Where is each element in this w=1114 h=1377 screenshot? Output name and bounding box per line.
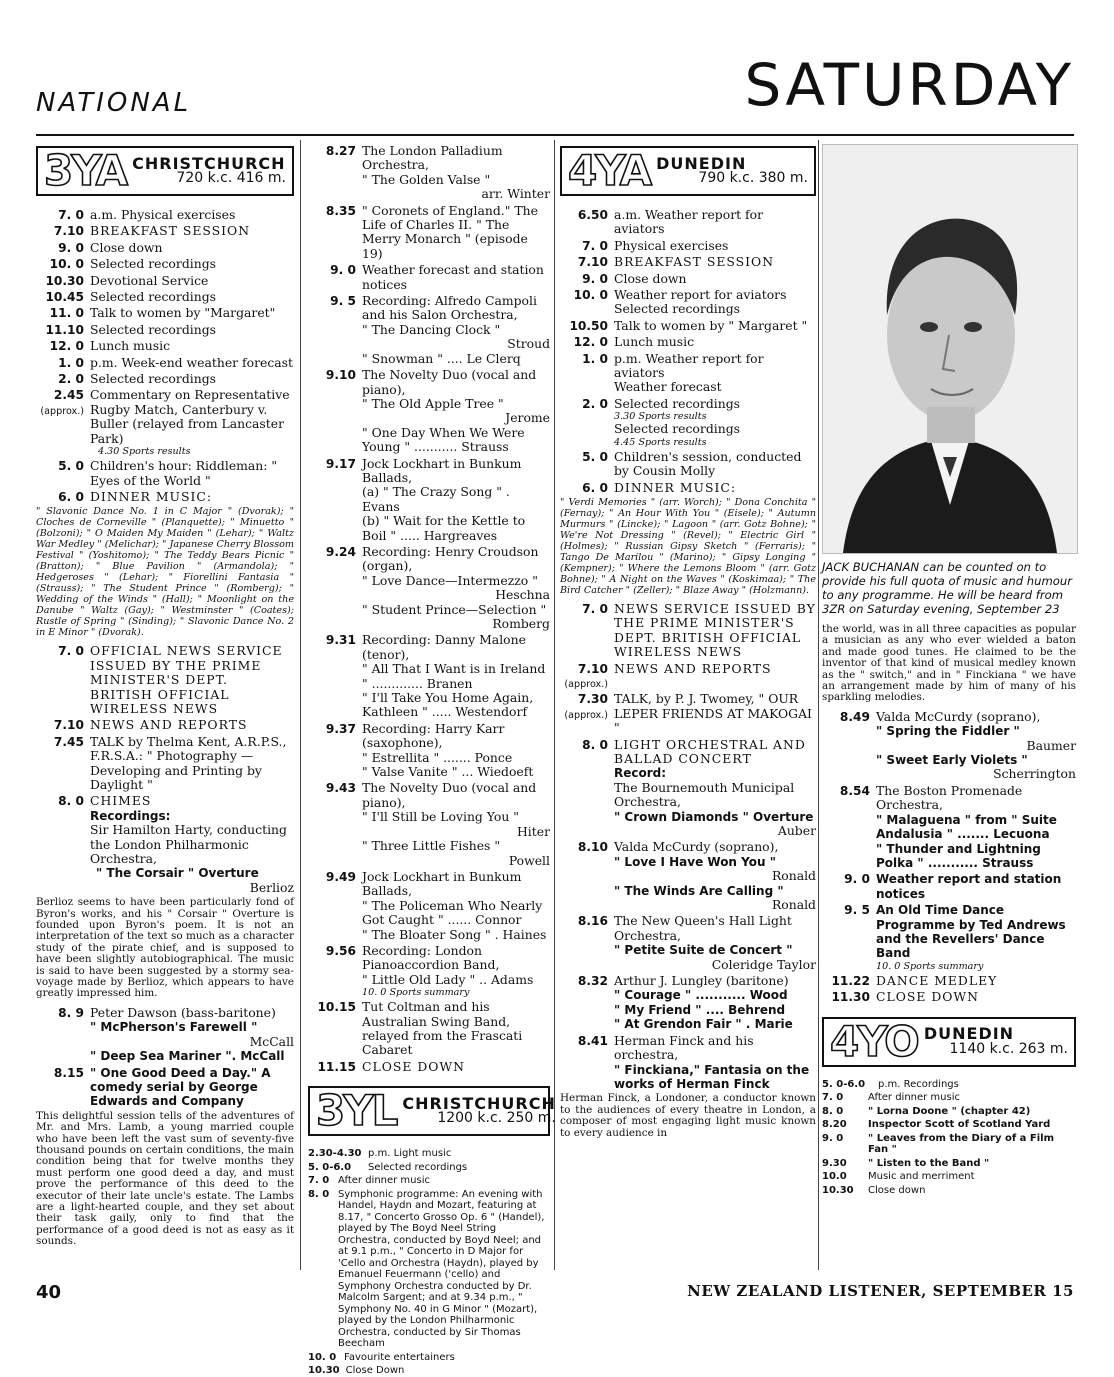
programme-item: 11.15 CLOSE DOWN xyxy=(317,1058,466,1074)
programme-item: 12. 0 Lunch music xyxy=(573,334,695,350)
programme-item: 1. 0 p.m. Weather report for aviators Weather forecast xyxy=(582,350,764,395)
programme-item: 8.35 " Coronets of England." The Life of Charles II. " The Merry Monarch " (episode 19) xyxy=(325,202,538,261)
programme-item: 10.45 Selected recordings xyxy=(45,289,216,305)
finck-note-continued: the world, was in all three capacities as popular a musician as any who ever wielded a baton and made good tunes. He claimed to be the inventor of that kind of musical medley known as the " switch," and in " Finckiana " we have an arrangement made by him of many of his sparkling melodies. xyxy=(822,623,1076,704)
programme-item: 11.10 Selected recordings xyxy=(45,321,216,337)
column-3ya xyxy=(36,144,294,1264)
programme-item: 8.32 Arthur J. Lungley (baritone) " Courage " ........... Wood " My Friend " .... Behrend " At Grendon Fair " . Marie xyxy=(577,973,793,1032)
photo-caption: JACK BUCHANAN can be counted on to provide his full quota of music and humour to any programme. He will be heard from 3ZR on Saturday evening, September 23 xyxy=(822,560,1072,616)
finck-note: Herman Finck, a Londoner, a conductor known to the audiences of every theatre in London, a composer of most engaging light music known to every audience in xyxy=(560,1092,816,1139)
programme-item: 5. 0 Children's hour: Riddleman: " Eyes of the World " xyxy=(58,458,278,488)
programme-item: 2.45 (approx.) Commentary on Representative Rugby Match, Canterbury v. Buller (relayed from Lancaster Park) 4.30 Sports results xyxy=(40,387,290,458)
programme-item: 5. 0-6.0 Selected recordings xyxy=(308,1161,468,1173)
page-number: 40 xyxy=(36,1282,62,1303)
programme-item: 7.45 TALK by Thelma Kent, A.R.P.S., F.R.S.A.: " Photography — Developing and Printing by Daylight " xyxy=(53,733,287,792)
programme-item: 8.16 The New Queen's Hall Light Orchestra, " Petite Suite de Concert " Coleridge Taylor xyxy=(577,913,816,972)
station-call: 4YO xyxy=(830,1016,918,1066)
day-heading: SATURDAY xyxy=(744,51,1074,119)
station-call: 3YA xyxy=(44,146,127,195)
programme-item: 8. 0 " Lorna Doone " (chapter 42) xyxy=(822,1105,1031,1117)
station-freq: 790 k.c. 380 m. xyxy=(698,170,808,186)
programme-item: 7. 0 After dinner music xyxy=(308,1175,431,1187)
programme-item: 7.10 NEWS AND REPORTS xyxy=(53,717,248,733)
section-label: NATIONAL xyxy=(36,88,192,118)
programme-item: 6. 0 DINNER MUSIC: xyxy=(58,488,212,504)
column-photo-4yo xyxy=(822,144,1076,1264)
station-freq: 1200 k.c. 250 m. xyxy=(437,1110,556,1127)
programme-item: 10.15 Tut Coltman and his Australian Swing Band, relayed from the Frascati Cabaret xyxy=(317,999,523,1058)
station-city: CHRISTCHURCH xyxy=(402,1093,556,1113)
programme-item: 9. 0 " Leaves from the Diary of a Film Fan " xyxy=(822,1132,1054,1156)
programme-item: 9.24 Recording: Henry Croudson (organ), " Love Dance—Intermezzo " Heschna " Student Prince—Selection " Romberg xyxy=(325,543,550,631)
header-rule xyxy=(36,134,1074,136)
programme-item: 8.41 Herman Finck and his orchestra, " Finckiana," Fantasia on the works of Herman Finck xyxy=(577,1032,810,1091)
programme-item: 11.22 DANCE MEDLEY xyxy=(831,972,998,988)
programme-item: 1. 0 p.m. Week-end weather forecast xyxy=(58,354,293,370)
programme-item: 2. 0 Selected recordings xyxy=(58,371,216,387)
programme-item: 7. 0 NEWS SERVICE ISSUED BY THE PRIME MINISTER'S DEPT. BRITISH OFFICIAL WIRELESS NEWS xyxy=(582,600,816,660)
programme-item: 8. 0 CHIMES Recordings: Sir Hamilton Harty, conducting the London Philharmonic Orchestra, " The Corsair " Overture Berlioz xyxy=(58,793,294,895)
programme-item: 7. 0 OFFICIAL NEWS SERVICE ISSUED BY THE PRIME MINISTER'S DEPT. BRITISH OFFICIAL WIRELESS NEWS xyxy=(58,643,283,716)
station-freq: 1140 k.c. 263 m. xyxy=(949,1040,1068,1057)
station-logo-3ya xyxy=(36,146,294,196)
programme-item: 10.0 Music and merriment xyxy=(822,1171,975,1183)
programme-item: 9. 0 Close down xyxy=(58,239,163,255)
programme-item: 8.10 Valda McCurdy (soprano), " Love I Have Won You " Ronald " The Winds Are Calling " Ronald xyxy=(577,839,816,913)
column-divider xyxy=(818,140,819,1270)
programme-item: 7. 0 After dinner music xyxy=(822,1092,961,1104)
programme-item: 9.37 Recording: Harry Karr (saxophone), " Estrellita " ....... Ponce " Valse Vanite " ... Wiedoeft xyxy=(325,720,534,780)
station-freq: 720 k.c. 416 m. xyxy=(176,170,286,186)
programme-item: 7.10 BREAKFAST SESSION xyxy=(577,254,775,270)
programme-item: 10. 0 Selected recordings xyxy=(49,256,216,272)
dinner-music-list: " Slavonic Dance No. 1 in C Major " (Dvorak); " Cloches de Corneville " (Planquette); " Minuetto " (Bolzoni); " O Maiden My Maiden " (Lehar); " Waltz War Medley " (Melichar); " Japanese Cherry Blossom Festival " (Yoshitomo); " The Teddy Bears Picnic " (Bratton); " Blue Pavilion " (Armandola); " Hedgeroses " (Lehar); " Fiorellini Fantasia " (Strauss); " The Student Prince " (Romberg); " Wedding of the Winds " (Hall); " Moonlight on the Danube " Waltz (Gay); " Westminster " (Coates); Rustle of Spring " (Sinding); " Slavonic Dance No. 2 in E Minor " (Dvorak). xyxy=(36,506,294,639)
station-city: CHRISTCHURCH xyxy=(132,153,286,173)
programme-item: 8.54 The Boston Promenade Orchestra, " Malaguena " from " Suite Andalusia " ....... Lecuona " Thunder and Lightning Polka " ........... Strauss xyxy=(839,782,1057,870)
station-city: DUNEDIN xyxy=(923,1024,1015,1044)
programme-item: 12. 0 Lunch music xyxy=(49,338,171,354)
programme-item: 9.30 " Listen to the Band " xyxy=(822,1157,990,1169)
dinner-music-list: " Verdi Memories " (arr. Worch); " Dona Conchita " (Fernay); " An Hour With You " (Eisele); " Autumn Murmurs " (Lincke); " Lagoon " (arr. Gotz Bohne); " We're Not Dressing " (Revel); " Electric Girl " (Holmes); " Russian Gipsy Sketch " (Ferraris); " Tango De Marilou " (Marino); " Gipsy Longing " (Kempner); " Where the Lemons Bloom " (arr. Gotz Bohne); " A Night on the Waves " (Koskimaa); " The Bird Catcher " (Zeller); " Blaze Away " (Holzmann). xyxy=(560,496,816,596)
programme-item: 2. 0 Selected recordings 3.30 Sports results Selected recordings 4.45 Sports results xyxy=(582,395,740,448)
programme-item: 9.17 Jock Lockhart in Bunkum Ballads, (a) " The Crazy Song " . Evans (b) " Wait for the Kettle to Boil " ..... Hargreaves xyxy=(325,455,526,543)
programme-item: 6.50 a.m. Weather report for aviators xyxy=(577,207,764,237)
programme-item: 9. 5 Recording: Alfredo Campoli and his Salon Orchestra, " The Dancing Clock " Stroud " Snowman " .... Le Clerq xyxy=(330,293,550,366)
programme-item: 7. 0 Physical exercises xyxy=(582,237,729,253)
programme-item: 9.31 Recording: Danny Malone (tenor), " All That I Want is in Ireland " ............. Branen " I'll Take You Home Again, Kathleen " ..... Westendorf xyxy=(325,632,546,720)
programme-item: 9.56 Recording: London Pianoaccordion Band, " Little Old Lady " .. Adams 10. 0 Sports summary xyxy=(325,942,534,999)
station-logo-3yl xyxy=(308,1086,556,1136)
programme-item: 10. 0 Weather report for aviators Selected recordings xyxy=(573,287,787,317)
berlioz-note: Berlioz seems to have been particularly fond of Byron's works, and his " Corsair " Overture is founded upon Byron's poem. It is not an interpretation of the text so much as a character study of the pirate chief, and is supposed to have been slightly autobiographical. The music is said to have been suggested by a stormy sea-voyage made by Berlioz, which appears to have greatly impressed him. xyxy=(36,896,294,1000)
programme-item: 8.20 Inspector Scott of Scotland Yard xyxy=(822,1119,1051,1131)
programme-item: 8. 0 Symphonic programme: An evening with Handel, Haydn and Mozart, featuring at 8.17, " Concerto Grosso Op. 6 " (Handel), played by The Boyd Neel String Orchestra, conducted by Boyd Neel; and at 9.1 p.m., " Concerto in D Major for 'Cello and Orchestra (Haydn), played by Emanuel Feuermann ('cello) and Symphony Orchestra conducted by Dr. Malcolm Sargent; and at 9.34 p.m., " Symphony No. 40 in G Minor " (Mozart), played by the London Philharmonic Orchestra, conducted by Sir Thomas Beecham xyxy=(308,1188,545,1350)
publication-line: NEW ZEALAND LISTENER, SEPTEMBER 15 xyxy=(687,1282,1074,1300)
programme-item: 2.30-4.30 p.m. Light music xyxy=(308,1148,452,1160)
station-logo-4ya xyxy=(560,146,816,196)
programme-item: 9. 0 Close down xyxy=(582,270,687,286)
programme-item: 7.30 (approx.) TALK, by P. J. Twomey, " OUR LEPER FRIENDS AT MAKOGAI " xyxy=(564,691,812,736)
programme-item: 9. 0 Weather forecast and station notices xyxy=(330,262,544,292)
programme-item: 8. 0 LIGHT ORCHESTRAL AND BALLAD CONCERT Record: The Bournemouth Municipal Orchestra, " Crown Diamonds " Overture Auber xyxy=(582,736,816,838)
programme-item: 10.30 Devotional Service xyxy=(45,272,209,288)
programme-item: 6. 0 DINNER MUSIC: xyxy=(582,479,736,495)
programme-item: 8.15 " One Good Deed a Day." A comedy serial by George Edwards and Company xyxy=(53,1065,271,1109)
programme-item: 11. 0 Talk to women by "Margaret" xyxy=(49,305,276,321)
programme-item: 10.50 Talk to women by " Margaret " xyxy=(569,317,808,333)
programme-item: 8.27 The London Palladium Orchestra, " The Golden Valse " arr. Winter xyxy=(325,143,550,202)
programme-item: 8.49 Valda McCurdy (soprano), " Spring the Fiddler " Baumer " Sweet Early Violets " Scherrington xyxy=(839,708,1076,782)
programme-item: 10.30 Close Down xyxy=(308,1365,405,1377)
programme-item: 9. 5 An Old Time Dance Programme by Ted Andrews and the Revellers' Dance Band 10. 0 Sports summary xyxy=(844,903,1066,972)
jack-buchanan-photo xyxy=(822,144,1078,554)
station-call: 4YA xyxy=(568,146,651,195)
programme-item: 7.10 BREAKFAST SESSION xyxy=(53,223,251,239)
column-divider xyxy=(300,140,301,1270)
station-city: DUNEDIN xyxy=(656,153,747,173)
lamb-note: This delightful session tells of the adventures of Mr. and Mrs. Lamb, a young married couple who have been left the vast sum of seventy-five thousand pounds on certain conditions, the main condition being that for twelve months they must perform one good deed a day, and must prove the performance of this deed to the executor of their late uncle's estate. The Lambs are a light-hearted couple, and they set about their task gaily, only to find that the performance of a good deed is not as easy as it sounds. xyxy=(36,1109,294,1248)
programme-item: 5. 0-6.0 p.m. Recordings xyxy=(822,1078,959,1090)
programme-item: 9. 0 Weather report and station notices xyxy=(844,872,1062,901)
programme-item: 9.49 Jock Lockhart in Bunkum Ballads, " The Policeman Who Nearly Got Caught " ...... Connor " The Bloater Song " . Haines xyxy=(325,868,547,942)
programme-item: 7. 0 a.m. Physical exercises xyxy=(58,207,236,222)
programme-item: 9.10 The Novelty Duo (vocal and piano), " The Old Apple Tree " Jerome " One Day When We Were Young " ........... Strauss xyxy=(325,367,550,455)
column-3ya-evening xyxy=(308,143,556,1377)
column-4ya xyxy=(560,144,816,1264)
programme-item: 11.30 CLOSE DOWN xyxy=(831,989,980,1005)
station-call: 3YL xyxy=(316,1086,397,1136)
station-logo-4yo xyxy=(822,1017,1076,1067)
programme-item: 8. 9 Peter Dawson (bass-baritone) " McPherson's Farewell " McCall " Deep Sea Mariner ". McCall xyxy=(58,1004,294,1064)
programme-item: 10.30 Close down xyxy=(822,1184,926,1196)
programme-item: 7.10 (approx.) NEWS AND REPORTS xyxy=(564,660,772,690)
programme-item: 5. 0 Children's session, conducted by Cousin Molly xyxy=(582,448,802,479)
programme-item: 9.43 The Novelty Duo (vocal and piano), " I'll Still be Loving You " Hiter " Three Little Fishes " Powell xyxy=(325,780,550,868)
programme-item: 10. 0 Favourite entertainers xyxy=(308,1351,455,1363)
